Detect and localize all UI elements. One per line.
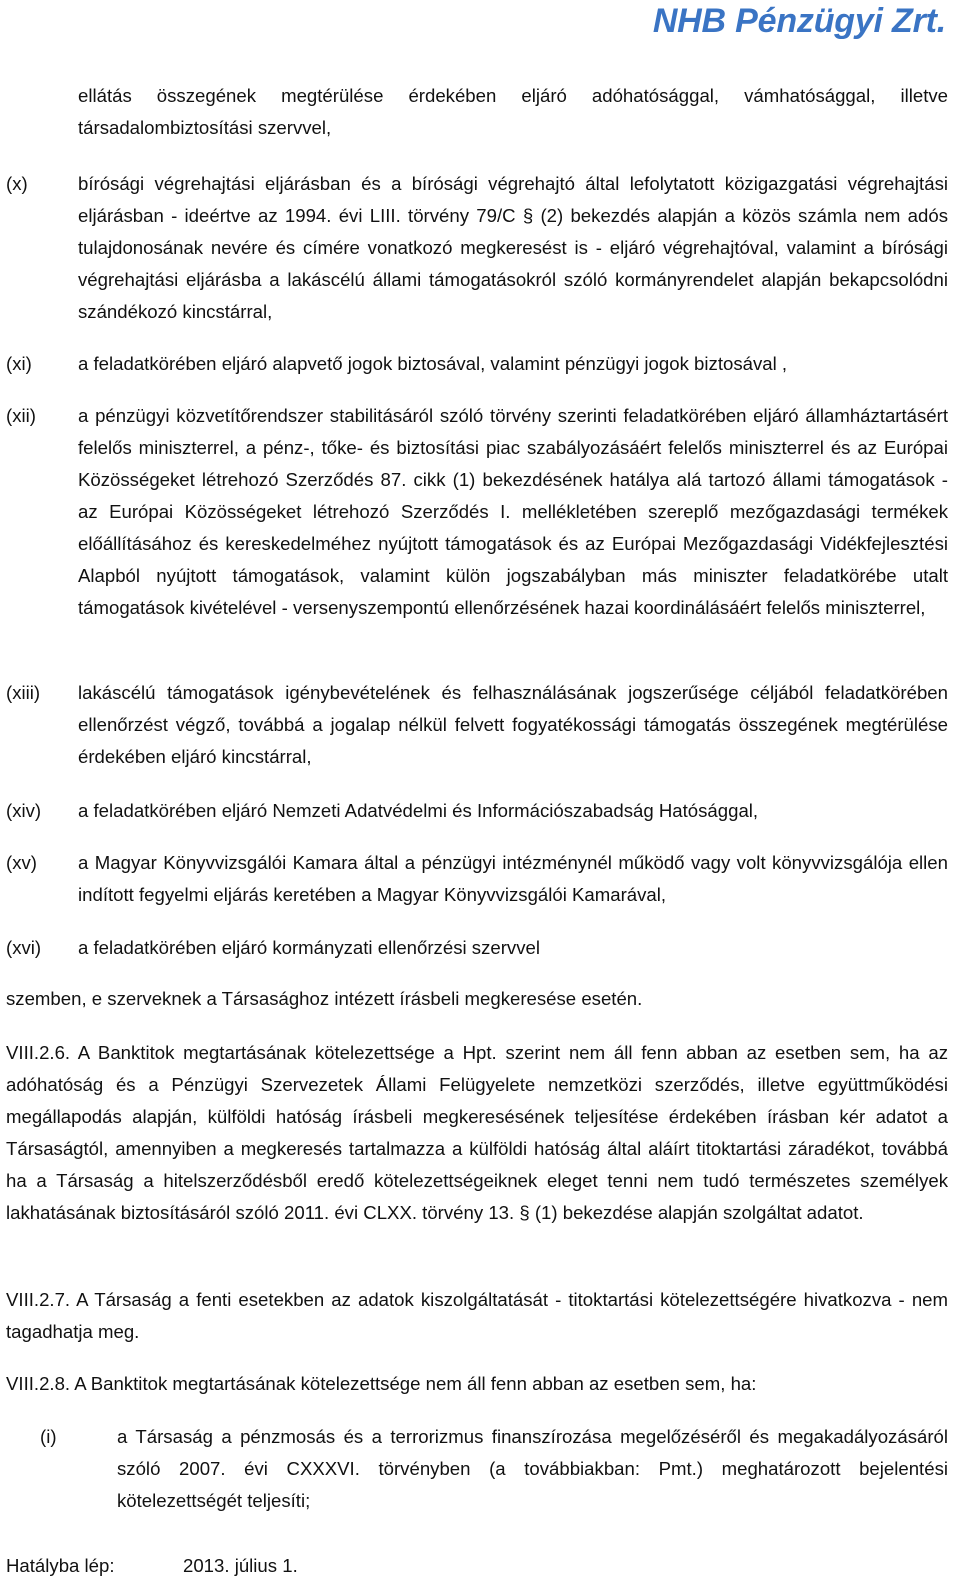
list-item-label: (xv) [6, 852, 37, 873]
list-item-text: a feladatkörében eljáró alapvető jogok biztosával, valamint pénzügyi jogok biztosával , [78, 353, 788, 374]
list-item-label: (xi) [6, 353, 32, 374]
closing-paragraph: szemben, e szerveknek a Társasághoz intézett írásbeli megkeresése esetén. [6, 988, 643, 1009]
section-paragraph: VIII.2.7. A Társaság a fenti esetekben az adatok kiszolgáltatását - titoktartási kötelezettségére hivatkozva - nem tagadhatja meg. [6, 1289, 948, 1342]
list-item-label: (xiii) [6, 682, 41, 703]
continuation-paragraph: ellátás összegének megtérülése érdekében eljáró adóhatósággal, vámhatósággal, illetve társadalombiztosítási szervvel, [78, 85, 948, 138]
list-item-label: (x) [6, 173, 28, 194]
list-item-text: a pénzügyi közvetítőrendszer stabilitásáról szóló törvény szerinti feladatkörében eljáró államháztartásért felelős miniszterrel, a pénz-, tőke- és biztosítási piac szabályozásáért felelős miniszterrel és az Európai Közösségeket létrehozó Szerződés 87. cikk (1) bekezdésének hatálya alá tartozó állami támogatások - az Európai Közösségeket létrehozó Szerződés I. mellékletében szereplő mezőgazdasági termékek előállításához és kereskedelméhez nyújtott támogatások és az Európai Mezőgazdasági Vidékfejlesztési Alapból nyújtott támogatások, valamint külön jogszabályban más miniszter feladatkörébe utalt támogatások kivételével - versenyszempontú ellenőrzésének hazai koordinálásáért felelős miniszterrel, [78, 405, 948, 618]
sub-list-item-label: (i) [40, 1426, 57, 1447]
list-item-text: lakáscélú támogatások igénybevételének és felhasználásának jogszerűsége céljából feladatkörében ellenőrzést végző, továbbá a jogalap nélkül felvett fogyatékossági támogatás összegének megtérülése érdekében eljáró kincstárral, [78, 682, 948, 767]
effective-date-value: 2013. július 1. [183, 1555, 298, 1576]
sub-list-item-text: a Társaság a pénzmosás és a terrorizmus finanszírozása megelőzéséről és megakadályozásáról szóló 2007. évi CXXXVI. törvényben (a továbbiakban: Pmt.) meghatározott bejelentési kötelezettségét teljesíti; [117, 1426, 948, 1511]
page-header-title: NHB Pénzügyi Zrt. [652, 2, 946, 40]
list-item-text: a feladatkörében eljáró kormányzati ellenőrzési szervvel [78, 937, 540, 958]
list-item-label: (xii) [6, 405, 36, 426]
effective-date-label: Hatályba lép: [6, 1555, 115, 1576]
list-item-label: (xiv) [6, 800, 42, 821]
list-item-label: (xvi) [6, 937, 42, 958]
section-paragraph: VIII.2.6. A Banktitok megtartásának kötelezettsége a Hpt. szerint nem áll fenn abban az esetben sem, ha az adóhatóság és a Pénzügyi Szervezetek Állami Felügyelete nemzetközi szerződés, illetve együttműködési megállapodás alapján, külföldi hatóság írásbeli megkeresésének teljesítése érdekében írásban kér adatot a Társaságtól, amennyiben a megkeresés tartalmazza a külföldi hatóság által aláírt titoktartási záradékot, továbbá ha a Társaság a hitelszerződésből eredő kötelezettségeiknek eleget tenni nem tudó természetes személyek lakhatásának biztosításáról szóló 2011. évi CLXX. törvény 13. § (1) bekezdése alapján szolgáltat adatot. [6, 1042, 948, 1223]
list-item-text: bírósági végrehajtási eljárásban és a bírósági végrehajtó által lefolytatott közigazgatási végrehajtási eljárásban - ideértve az 1994. évi LIII. törvény 79/C § (2) bekezdés alapján a közös számla nem adós tulajdonosának nevére és címére vonatkozó megkeresést is - eljáró végrehajtóval, valamint a bírósági végrehajtási eljárásba a lakáscélú állami támogatásokról szóló kormányrendelet alapján bekapcsolódni szándékozó kincstárral, [78, 173, 948, 322]
list-item-text: a Magyar Könyvvizsgálói Kamara által a pénzügyi intézménynél működő vagy volt könyvvizsgálója ellen indított fegyelmi eljárás keretében a Magyar Könyvvizsgálói Kamarával, [78, 852, 948, 905]
list-item-text: a feladatkörében eljáró Nemzeti Adatvédelmi és Információszabadság Hatósággal, [78, 800, 759, 821]
section-paragraph: VIII.2.8. A Banktitok megtartásának kötelezettsége nem áll fenn abban az esetben sem, ha: [6, 1373, 757, 1394]
